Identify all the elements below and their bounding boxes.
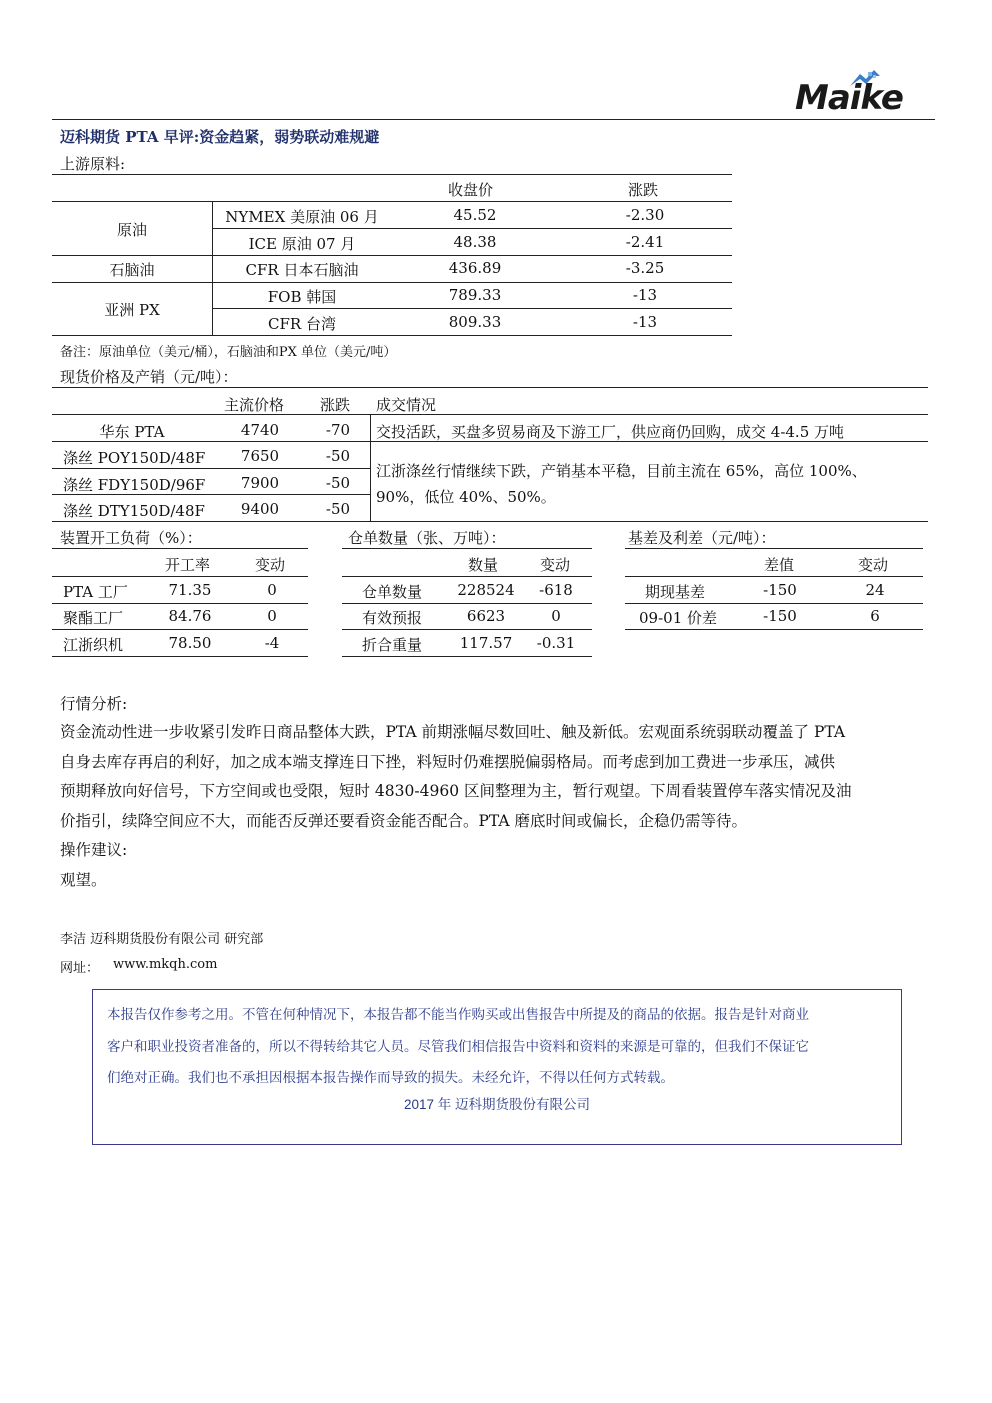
upstream-note: 备注：原油单位（美元/桶），石脑油和PX 单位（美元/吨） [60, 345, 397, 360]
upstream-row-change: -2.30 [625, 206, 665, 224]
load-row-name: PTA 工厂 [63, 583, 128, 601]
col-change-header: 涨跌 [628, 181, 659, 199]
col-rate-header: 开工率 [165, 556, 211, 574]
website-link[interactable]: www.mkqh.com [113, 957, 218, 972]
disclaimer-line: 本报告仅作参考之用。不管在何种情况下，本报告都不能当作购买或出售报告中所提及的商品的依据。报告是针对商业 [107, 1007, 809, 1023]
col-change-header: 变动 [858, 556, 889, 574]
basis-row-name: 09-01 价差 [639, 609, 718, 627]
upstream-row-change: -2.41 [625, 233, 665, 251]
warehouse-row-qty: 228524 [457, 581, 515, 599]
load-row-change: 0 [267, 581, 277, 599]
upstream-row-name: CFR 台湾 [268, 315, 336, 333]
spot-deal-poly-line2: 90%，低位 40%、50%。 [376, 488, 556, 506]
warehouse-row-change: -618 [539, 581, 573, 599]
advice-heading: 操作建议: [60, 841, 128, 859]
author-line: 李洁 迈科期货股份有限公司 研究部 [60, 932, 264, 947]
disclaimer-copyright: 2017 年 迈科期货股份有限公司 [403, 1097, 591, 1112]
warehouse-row-name: 折合重量 [362, 636, 423, 654]
group-px: 亚洲 PX [104, 301, 160, 319]
spot-row-name: 华东 PTA [99, 423, 165, 441]
warehouse-row-change: -0.31 [536, 634, 576, 652]
basis-row-name: 期现基差 [645, 583, 706, 601]
col-change-header: 变动 [540, 556, 571, 574]
spot-row-name: 涤丝 FDY150D/96F [63, 476, 206, 494]
load-row-rate: 71.35 [168, 581, 212, 599]
spot-row-name: 涤丝 DTY150D/48F [63, 502, 205, 520]
upstream-row-change: -13 [632, 313, 658, 331]
disclaimer-line: 客户和职业投资者准备的，所以不得转给其它人员。尽管我们相信报告中资料和资料的来源是可靠的，但我们不保证它 [107, 1038, 809, 1055]
warehouse-heading: 仓单数量（张、万吨）： [348, 529, 506, 547]
warehouse-row-qty: 117.57 [459, 634, 513, 652]
upstream-row-change: -3.25 [625, 259, 665, 277]
warehouse-row-name: 有效预报 [362, 609, 423, 627]
upstream-row-name: ICE 原油 07 月 [248, 235, 356, 253]
analysis-line: 预期释放向好信号，下方空间或也受限，短时 4830-4960 区间整理为主，暂行观望。下周看装置停车落实情况及油 [60, 782, 852, 800]
col-qty-header: 数量 [468, 556, 499, 574]
upstream-row-close: 789.33 [448, 286, 502, 304]
spot-row-change: -70 [325, 421, 351, 439]
analysis-heading: 行情分析: [60, 695, 128, 713]
upstream-heading: 上游原料: [60, 155, 126, 173]
upstream-row-close: 48.38 [453, 233, 497, 251]
spot-row-price: 9400 [240, 500, 280, 518]
advice-text: 观望。 [60, 870, 107, 889]
analysis-line: 价指引，续降空间应不大，而能否反弹还要看资金能否配合。PTA 磨底时间或偏长，企稳仍需等待。 [60, 811, 748, 830]
header-rule [52, 119, 935, 120]
warehouse-row-qty: 6623 [466, 607, 506, 625]
spot-row-price: 7900 [240, 474, 280, 492]
col-price-header: 主流价格 [224, 396, 285, 414]
disclaimer-box [92, 989, 902, 1145]
load-row-name: 江浙织机 [63, 636, 124, 654]
load-row-name: 聚酯工厂 [63, 609, 124, 627]
spot-row-price: 4740 [240, 421, 280, 439]
load-row-change: -4 [264, 634, 280, 652]
load-row-rate: 84.76 [168, 607, 212, 625]
disclaimer-line: 们绝对正确。我们也不承担因根据本报告操作而导致的损失。未经允许，不得以任何方式转载。 [107, 1070, 674, 1086]
upstream-row-close: 809.33 [448, 313, 502, 331]
spot-deal-poly-line1: 江浙涤丝行情继续下跌，产销基本平稳，目前主流在 65%，高位 100%、 [376, 462, 867, 480]
spot-row-change: -50 [325, 474, 351, 492]
spot-row-name: 涤丝 POY150D/48F [63, 449, 206, 467]
upstream-row-name: CFR 日本石脑油 [245, 261, 359, 279]
basis-row-diff: -150 [763, 607, 797, 625]
report-title: 迈科期货 PTA 早评:资金趋紧，弱势联动难规避 [60, 128, 380, 146]
analysis-body [60, 718, 935, 895]
load-row-rate: 78.50 [168, 634, 212, 652]
col-diff-header: 差值 [764, 556, 795, 574]
basis-row-change: 24 [865, 581, 885, 599]
col-close-header: 收盘价 [448, 181, 494, 199]
analysis-line: 自身去库存再启的利好，加之成本端支撑连日下挫，料短时仍难摆脱偏弱格局。而考虑到加工费进一步承压，减供 [60, 752, 836, 771]
load-heading: 装置开工负荷（%）： [60, 529, 202, 547]
group-naphtha: 石脑油 [109, 261, 155, 279]
spot-deal-pta: 交投活跃，买盘多贸易商及下游工厂，供应商仍回购，成交 4-4.5 万吨 [376, 423, 845, 441]
warehouse-row-change: 0 [551, 607, 561, 625]
basis-heading: 基差及利差（元/吨）： [628, 529, 776, 547]
spot-row-price: 7650 [240, 447, 280, 465]
spot-row-change: -50 [325, 447, 351, 465]
load-row-change: 0 [267, 607, 277, 625]
upstream-row-name: NYMEX 美原油 06 月 [225, 208, 379, 226]
upstream-row-change: -13 [632, 286, 658, 304]
website-label: 网址： [60, 961, 100, 976]
upstream-row-close: 436.89 [448, 259, 502, 277]
warehouse-row-name: 仓单数量 [362, 583, 423, 601]
col-change-header: 涨跌 [320, 396, 351, 414]
basis-row-change: 6 [870, 607, 880, 625]
upstream-row-name: FOB 韩国 [267, 288, 337, 306]
upstream-row-close: 45.52 [453, 206, 497, 224]
company-logo: Maike [795, 78, 903, 118]
col-deal-header: 成交情况 [376, 396, 437, 414]
spot-row-change: -50 [325, 500, 351, 518]
basis-row-diff: -150 [763, 581, 797, 599]
spot-heading: 现货价格及产销（元/吨）： [60, 368, 238, 386]
group-crude: 原油 [116, 221, 147, 239]
analysis-line: 资金流动性进一步收紧引发昨日商品整体大跌，PTA 前期涨幅尽数回吐、触及新低。宏观面系统弱联动覆盖了 PTA [60, 723, 846, 741]
col-change-header: 变动 [255, 556, 286, 574]
